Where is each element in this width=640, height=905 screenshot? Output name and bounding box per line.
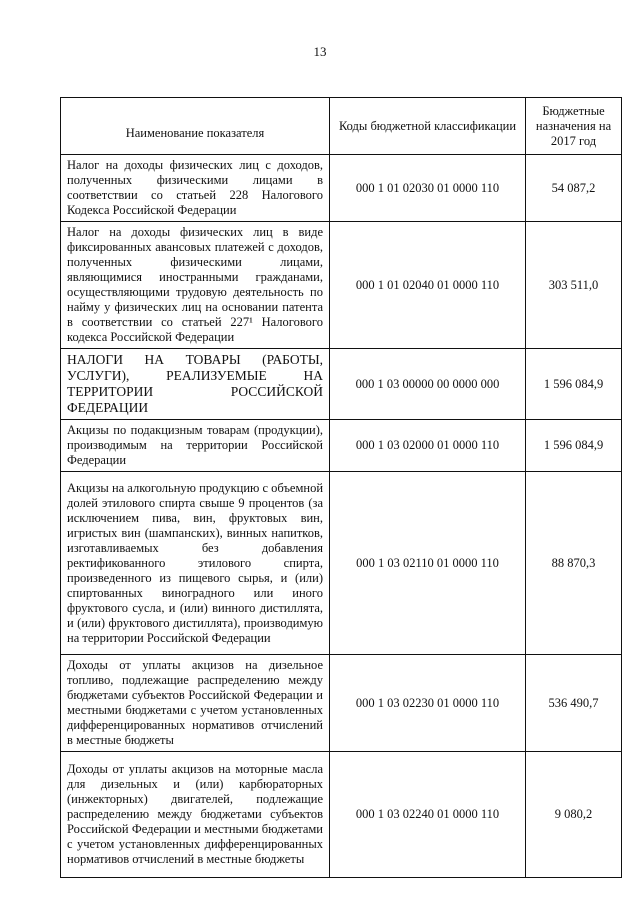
- row-classification-code: 000 1 03 02230 01 0000 110: [330, 655, 526, 752]
- row-indicator-name: Доходы от уплаты акцизов на моторные масла для дизельных и (или) карбюраторных (инжекторных) двигателей, подлежащие распределению между бюджетами субъектов Российской Федерации и местными бюджетами с учетом установленных дифференцированных нормативов отчислений в местные бюджеты: [61, 752, 330, 878]
- row-budget-amount: 1 596 084,9: [526, 420, 622, 472]
- row-budget-amount: 303 511,0: [526, 222, 622, 349]
- table-row: [61, 752, 622, 878]
- table-row: [61, 655, 622, 752]
- row-classification-code: 000 1 01 02040 01 0000 110: [330, 222, 526, 349]
- row-classification-code: 000 1 03 02240 01 0000 110: [330, 752, 526, 878]
- table-row: [61, 420, 622, 472]
- table-row: [61, 155, 622, 222]
- budget-table: [60, 97, 622, 878]
- page-number: 13: [313, 44, 327, 59]
- row-indicator-name: Налог на доходы физических лиц в виде фиксированных авансовых платежей с доходов, полученных физическими лицами, являющимися иностранными гражданами, осуществляющими трудовую деятельность по найму у физических лиц на основании патента в соответствии со статьей 227¹ Налогового кодекса Российской Федерации: [61, 222, 330, 349]
- row-classification-code: 000 1 01 02030 01 0000 110: [330, 155, 526, 222]
- row-indicator-name: Акцизы на алкогольную продукцию с объемной долей этилового спирта свыше 9 процентов (за исключением пива, вин, фруктовых вин, игристых вин (шампанских), винных напитков, изготавливаемых без добавления ректификованного этилового спирта, произведенного из пищевого сырья, и (или) спиртованных виноградного или иного фруктового сусла, и (или) винного дистиллята, и (или) фруктового дистиллята), производимую на территории Российской Федерации: [61, 472, 330, 655]
- table-row: [61, 222, 622, 349]
- header-indicator-name: Наименование показателя: [61, 98, 330, 155]
- row-indicator-name: Доходы от уплаты акцизов на дизельное топливо, подлежащие распределению между бюджетами субъектов Российской Федерации и местными бюджетами с учетом установленных дифференцированных нормативов отчислений в местные бюджеты: [61, 655, 330, 752]
- row-classification-code: 000 1 03 02110 01 0000 110: [330, 472, 526, 655]
- row-budget-amount: 1 596 084,9: [526, 349, 622, 420]
- table-header-row: [61, 98, 622, 155]
- header-budget-amount: Бюджетные назначения на 2017 год: [526, 98, 622, 155]
- row-budget-amount: 9 080,2: [526, 752, 622, 878]
- table-row: [61, 349, 622, 420]
- row-budget-amount: 536 490,7: [526, 655, 622, 752]
- header-classification-code: Коды бюджетной классификации: [330, 98, 526, 155]
- row-budget-amount: 54 087,2: [526, 155, 622, 222]
- row-budget-amount: 88 870,3: [526, 472, 622, 655]
- row-indicator-name: Акцизы по подакцизным товарам (продукции), производимым на территории Российской Федерации: [61, 420, 330, 472]
- row-indicator-name: НАЛОГИ НА ТОВАРЫ (РАБОТЫ, УСЛУГИ), РЕАЛИЗУЕМЫЕ НА ТЕРРИТОРИИ РОССИЙСКОЙ ФЕДЕРАЦИИ: [61, 349, 330, 420]
- row-classification-code: 000 1 03 00000 00 0000 000: [330, 349, 526, 420]
- row-indicator-name: Налог на доходы физических лиц с доходов, полученных физическими лицами в соответствии со статьей 228 Налогового Кодекса Российской Федерации: [61, 155, 330, 222]
- table-row: [61, 472, 622, 655]
- row-classification-code: 000 1 03 02000 01 0000 110: [330, 420, 526, 472]
